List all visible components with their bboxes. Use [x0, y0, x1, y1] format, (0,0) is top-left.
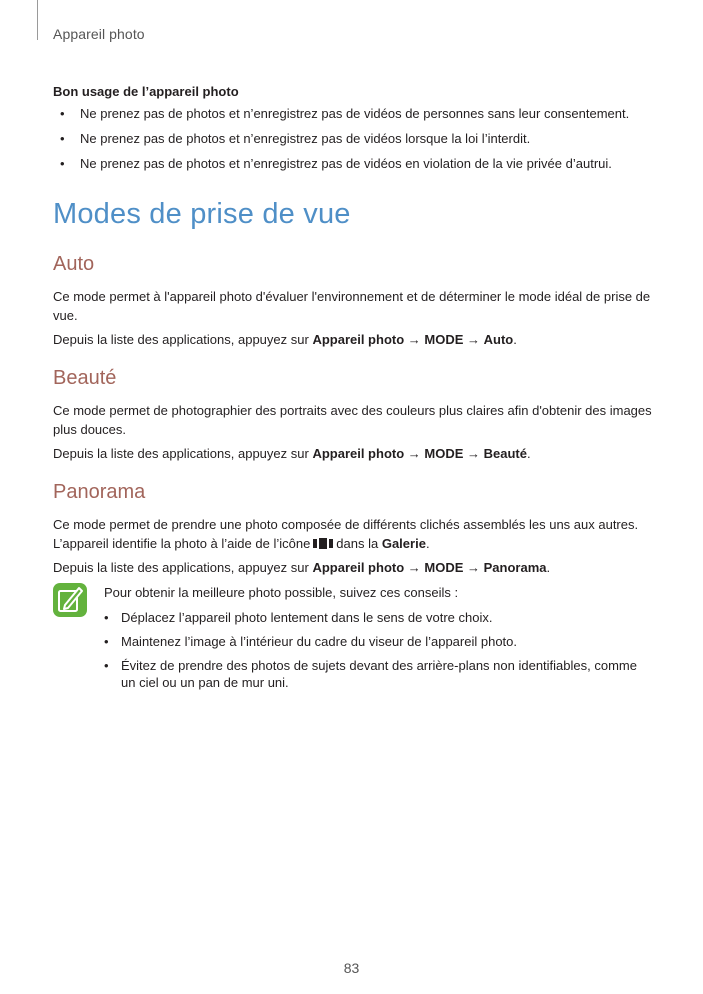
- mode-auto-title: Auto: [53, 253, 95, 275]
- mode-beaute-instruction: Depuis la liste des applications, appuyez sur Appareil photo → MODE → Beauté.: [53, 446, 531, 461]
- mode-panorama-gallery: L’appareil identifie la photo à l’aide de l’icône dans la Galerie.: [53, 536, 430, 551]
- mode-auto-instruction: Depuis la liste des applications, appuyez sur Appareil photo → MODE → Auto.: [53, 332, 517, 347]
- note-pencil-icon: [53, 583, 87, 617]
- mode-auto-desc: Ce mode permet à l'appareil photo d'évaluer l'environnement et de déterminer le mode idéal de prise de vue.: [53, 289, 651, 323]
- page-header: Appareil photo: [53, 26, 145, 42]
- list-item: • Ne prenez pas de photos et n’enregistrez pas de vidéos lorsque la loi l’interdit.: [60, 131, 531, 146]
- list-item: • Déplacez l’appareil photo lentement dans le sens de votre choix.: [104, 610, 493, 625]
- note-intro: Pour obtenir la meilleure photo possible, suivez ces conseils :: [104, 585, 459, 600]
- good-use-list: [53, 105, 653, 172]
- mode-panorama-instruction: Depuis la liste des applications, appuyez sur Appareil photo → MODE → Panorama.: [53, 560, 551, 575]
- list-item: • Maintenez l’image à l’intérieur du cadre du viseur de l’appareil photo.: [104, 634, 518, 649]
- page-content: [53, 84, 653, 709]
- tips-list: [104, 609, 653, 691]
- mode-panorama: [53, 481, 653, 691]
- list-item: • Évitez de prendre des photos de sujets devant des arrière-plans non identifiables, comme un ciel ou un pan de mur uni.: [104, 658, 637, 690]
- panorama-icon: [313, 538, 333, 549]
- mode-beaute-title: Beauté: [53, 367, 117, 389]
- page-number: 83: [343, 960, 360, 976]
- mode-beaute-desc: Ce mode permet de photographier des portraits avec des couleurs plus claires afin d'obtenir des images plus douces.: [53, 403, 652, 437]
- corner-mark: [37, 0, 38, 40]
- tips-note: [53, 583, 653, 691]
- mode-panorama-title: Panorama: [53, 481, 146, 503]
- list-item: • Ne prenez pas de photos et n’enregistrez pas de vidéos de personnes sans leur consentement.: [60, 106, 630, 121]
- mode-auto: [53, 253, 653, 349]
- good-use-title: Bon usage de l’appareil photo: [53, 84, 239, 99]
- mode-beaute: [53, 367, 653, 463]
- mode-panorama-desc: Ce mode permet de prendre une photo composée de différents clichés assemblés les uns aux autres.: [53, 517, 639, 532]
- list-item: • Ne prenez pas de photos et n’enregistrez pas de vidéos en violation de la vie privée d’autrui.: [60, 156, 612, 171]
- section-title: Modes de prise de vue: [53, 198, 351, 230]
